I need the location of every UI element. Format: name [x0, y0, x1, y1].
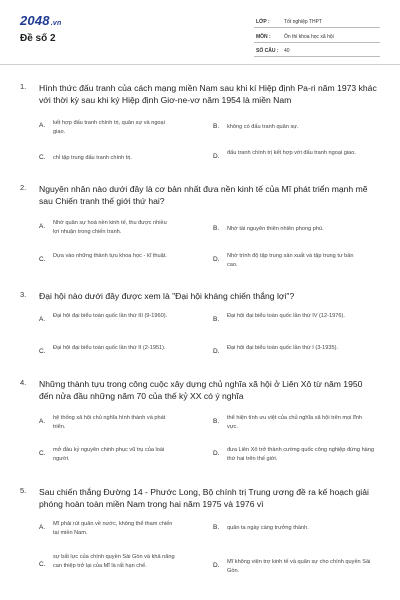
question-number: 4.: [20, 378, 27, 387]
question-number: 2.: [20, 183, 27, 192]
exam-number: Đề số 2: [20, 33, 56, 44]
option-text: Nhờ tài nguyên thiên nhiên phong phú.: [227, 226, 324, 232]
option-text: không có đấu tranh quân sự.: [227, 124, 299, 130]
option-text: Mĩ không viện trợ kinh tế và quân sự cho chính quyền Sài Gòn.: [227, 559, 371, 574]
option-letter: D.: [213, 348, 220, 355]
meta-subject-value: Ôn thi khoa học xã hội: [284, 34, 334, 40]
option-letter: D.: [213, 562, 220, 569]
option-text: Đại hội đại biểu toàn quốc lần thứ I (3-1935).: [227, 345, 339, 351]
option-letter: A.: [39, 122, 46, 129]
option-letter: A.: [39, 418, 46, 425]
meta-class-label: LỚP :: [256, 19, 270, 25]
option-letter: B.: [213, 316, 220, 323]
meta-count-label: SỐ CÂU :: [256, 48, 279, 54]
option-letter: C.: [39, 348, 46, 355]
option-text: hệ thống xã hội chủ nghĩa hình thành và phát triển.: [53, 415, 166, 430]
question-text: Sau chiến thắng Đường 14 - Phước Long, Bộ chính trị Trung ương đề ra kế hoạch giải phóng hoàn toàn miền Nam trong hai năm 1975 và 1976 vì: [39, 487, 369, 509]
option-letter: D.: [213, 153, 220, 160]
option-letter: C.: [39, 561, 46, 568]
option-text: Đại hội đại biểu toàn quốc lần thứ II (2-1951).: [53, 345, 166, 351]
option-text: Mĩ phải rút quân về nước, không thể tham chiến tại miền Nam.: [53, 521, 173, 536]
question-number: 1.: [20, 82, 27, 91]
option-text: sự bất lực của chính quyền Sài Gòn và khả năng can thiệp trở lại của Mĩ là rất hạn chế.: [53, 554, 175, 569]
exam-header: [0, 0, 400, 64]
option-letter: B.: [213, 524, 220, 531]
meta-divider: [254, 56, 380, 57]
option-text: kết hợp đấu tranh chính trị, quân sự và ngoại giao.: [53, 120, 165, 135]
header-separator: [0, 64, 400, 65]
option-letter: B.: [213, 123, 220, 130]
question-number: 5.: [20, 486, 27, 495]
option-text: Dựa vào những thành tựu khoa học - kĩ thuật.: [53, 253, 167, 259]
option-letter: C.: [39, 256, 46, 263]
site-logo[interactable]: 2048.vn: [20, 13, 62, 28]
option-letter: C.: [39, 154, 46, 161]
option-text: quân ta ngày càng trưởng thành.: [227, 525, 309, 531]
meta-divider: [254, 42, 380, 43]
option-text: Đại hội đại biểu toàn quốc lần thứ III (9-1960).: [53, 313, 168, 319]
option-letter: A.: [39, 223, 46, 230]
meta-count-value: 40: [284, 48, 290, 54]
option-letter: A.: [39, 524, 46, 531]
question-text: Những thành tựu trong công cuộc xây dựng chủ nghĩa xã hội ở Liên Xô từ năm 1950 đến nửa đầu những năm 70 của thế kỷ XX có ý nghĩa: [39, 379, 363, 401]
option-text: thể hiện tính ưu việt của chủ nghĩa xã hội trên mọi lĩnh vực.: [227, 415, 362, 430]
option-text: đưa Liên Xô trở thành cường quốc công nghiệp đứng hàng thứ hai trên thế giới.: [227, 447, 375, 462]
option-letter: D.: [213, 450, 220, 457]
question-text: Nguyên nhân nào dưới đây là cơ bản nhất đưa nền kinh tế của Mĩ phát triển mạnh mẽ sau Chiến tranh thế giới thứ hai?: [39, 184, 368, 206]
option-letter: D.: [213, 256, 220, 263]
meta-divider: [254, 27, 380, 28]
option-text: đấu tranh chính trị kết hợp với đấu tranh ngoại giao.: [227, 150, 356, 156]
option-letter: A.: [39, 316, 46, 323]
option-letter: B.: [213, 225, 220, 232]
option-text: mở đầu kỷ nguyên chinh phục vũ trụ của loài người.: [53, 447, 165, 462]
option-text: Nhờ trình độ tập trung sản xuất và tập trung tư bản cao.: [227, 253, 354, 268]
option-text: Nhờ quân sự hoá nền kinh tế, thu được nhiều lợi nhuận trong chiến tranh.: [53, 220, 167, 235]
question-text: Đại hội nào dưới đây được xem là "Đại hội kháng chiến thắng lợi"?: [39, 291, 295, 301]
option-letter: B.: [213, 418, 220, 425]
question-number: 3.: [20, 290, 27, 299]
question-text: Hình thức đấu tranh của cách mạng miền Nam sau khi kí Hiệp định Pa-ri năm 1973 khác với thời kỳ sau khi ký Hiệp định Giơ-ne-vơ năm 1954 là miền Nam: [39, 83, 377, 105]
meta-subject-label: MÔN :: [256, 34, 271, 40]
option-letter: C.: [39, 450, 46, 457]
option-text: chỉ tập trung đấu tranh chính trị.: [53, 155, 132, 161]
option-text: Đại hội đại biểu toàn quốc lần thứ IV (12-1976).: [227, 313, 345, 319]
meta-class-value: Tốt nghiệp THPT: [284, 19, 322, 25]
